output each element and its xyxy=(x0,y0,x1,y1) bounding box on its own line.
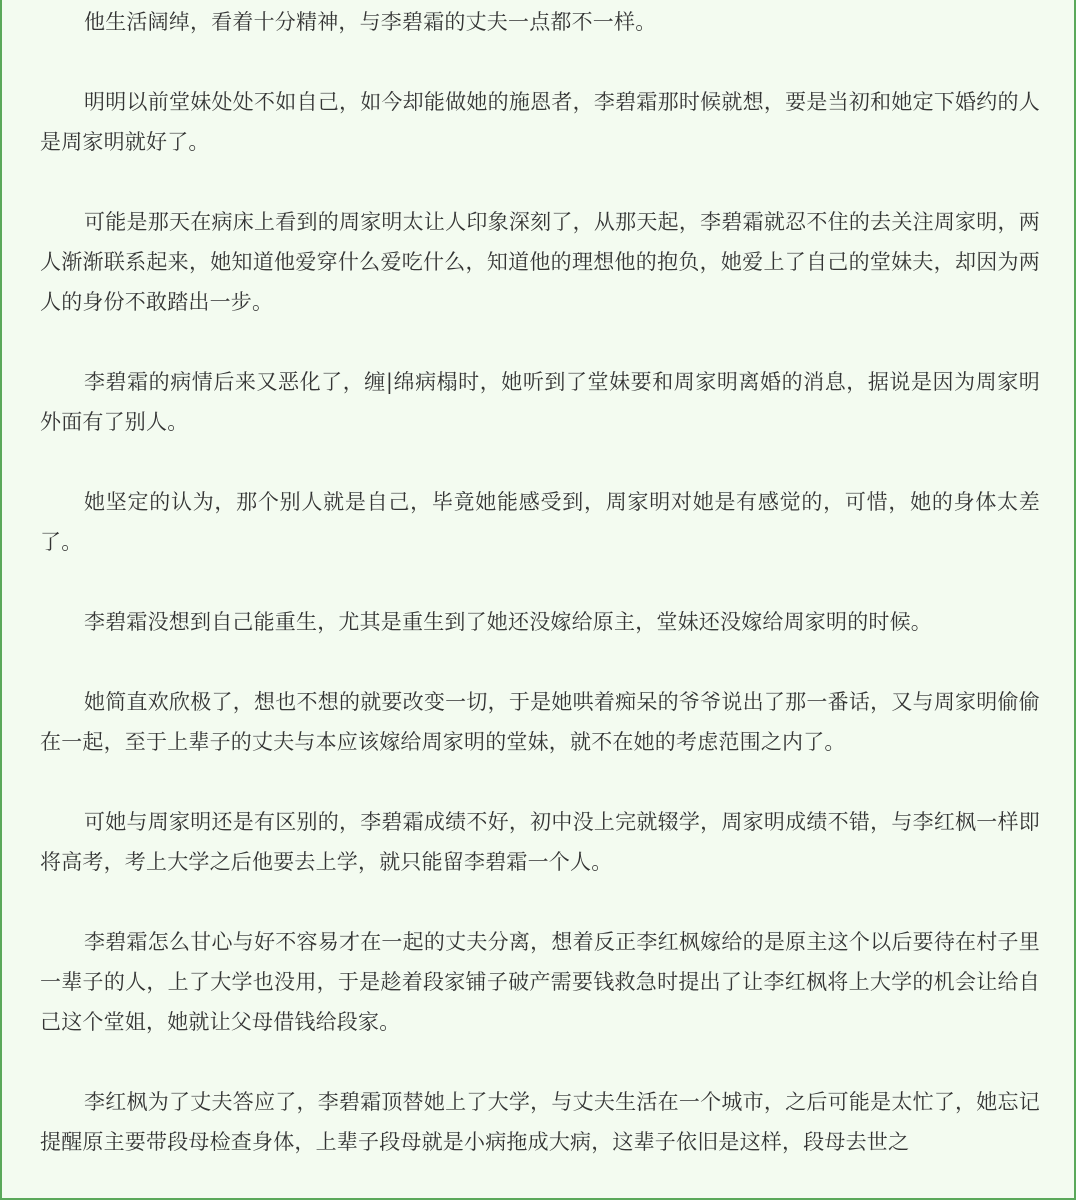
paragraph: 李红枫为了丈夫答应了，李碧霜顶替她上了大学，与丈夫生活在一个城市，之后可能是太忙了，她忘记提醒原主要带段母检查身体，上辈子段母就是小病拖成大病，这辈子依旧是这样，段母去世之 xyxy=(40,1090,1040,1154)
paragraph: 他生活阔绰，看着十分精神，与李碧霜的丈夫一点都不一样。 xyxy=(84,10,657,34)
paragraph: 明明以前堂妹处处不如自己，如今却能做她的施恩者，李碧霜那时候就想，要是当初和她定下婚约的人是周家明就好了。 xyxy=(40,90,1040,154)
paragraph: 李碧霜怎么甘心与好不容易才在一起的丈夫分离，想着反正李红枫嫁给的是原主这个以后要待在村子里一辈子的人，上了大学也没用，于是趁着段家铺子破产需要钱救急时提出了让李红枫将上大学的机会让给自己这个堂姐，她就让父母借钱给段家。 xyxy=(40,930,1040,1034)
paragraph: 她坚定的认为，那个别人就是自己，毕竟她能感受到，周家明对她是有感觉的，可惜，她的身体太差了。 xyxy=(40,490,1040,554)
paragraph: 李碧霜的病情后来又恶化了，缠|绵病榻时，她听到了堂妹要和周家明离婚的消息，据说是因为周家明外面有了别人。 xyxy=(40,370,1040,434)
paragraph: 可能是那天在病床上看到的周家明太让人印象深刻了，从那天起，李碧霜就忍不住的去关注周家明，两人渐渐联系起来，她知道他爱穿什么爱吃什么，知道他的理想他的抱负，她爱上了自己的堂妹夫，却因为两人的身份不敢踏出一步。 xyxy=(40,210,1040,314)
paragraph: 她简直欢欣极了，想也不想的就要改变一切，于是她哄着痴呆的爷爷说出了那一番话，又与周家明偷偷在一起，至于上辈子的丈夫与本应该嫁给周家明的堂妹，就不在她的考虑范围之内了。 xyxy=(40,690,1040,754)
paragraph: 可她与周家明还是有区别的，李碧霜成绩不好，初中没上完就辍学，周家明成绩不错，与李红枫一样即将高考，考上大学之后他要去上学，就只能留李碧霜一个人。 xyxy=(40,810,1040,874)
article-body xyxy=(40,2,1040,1202)
paragraph: 李碧霜没想到自己能重生，尤其是重生到了她还没嫁给原主，堂妹还没嫁给周家明的时候。 xyxy=(84,610,932,634)
